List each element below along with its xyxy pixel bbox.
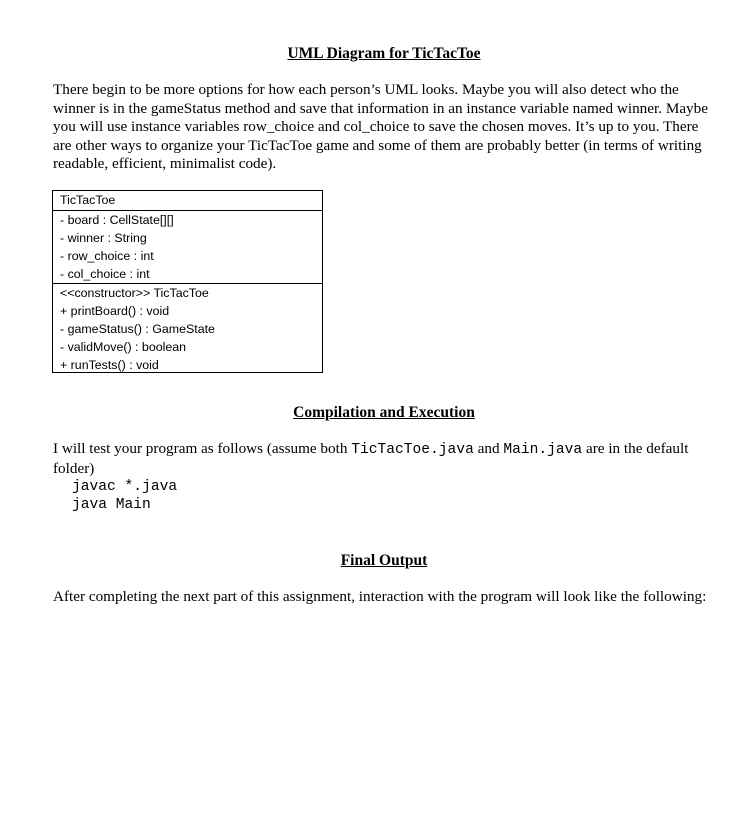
compile-filename: Main.java: [503, 442, 583, 458]
uml-methods: [53, 284, 322, 374]
compile-text: are in the default folder): [53, 440, 689, 477]
compile-paragraph: [53, 440, 713, 478]
compile-text: I will test your program as follows (assume both: [53, 440, 352, 457]
compile-filename: TicTacToe.java: [351, 442, 474, 458]
uml-class-name: TicTacToe: [53, 191, 322, 211]
uml-method: - gameStatus() : GameState: [60, 322, 215, 336]
uml-attribute: - row_choice : int: [60, 249, 154, 263]
uml-attribute: - board : CellState[][]: [60, 213, 174, 227]
uml-method: - validMove() : boolean: [60, 340, 187, 354]
final-output-paragraph: After completing the next part of this assignment, interaction with the program will look like the following:: [53, 588, 707, 605]
compile-heading: Compilation and Execution: [293, 404, 475, 421]
uml-heading: UML Diagram for TicTacToe: [287, 45, 481, 62]
uml-method: + printBoard() : void: [60, 304, 170, 318]
uml-attribute: - winner : String: [60, 231, 147, 245]
compile-text: and: [473, 440, 504, 457]
code-line: java Main: [72, 497, 151, 513]
uml-attribute: - col_choice : int: [60, 267, 150, 281]
uml-class-box: [52, 190, 323, 373]
uml-intro-paragraph: There begin to be more options for how each person’s UML looks. Maybe you will also detect who the winner is in the gameStatus method and save that information in an instance variable named winner. Maybe you will use instance variables row_choice and col_choice to save the chosen moves. It’s up to you. There are other ways to organize your TicTacToe game and some of them are probably better (in terms of writing readable, efficient, minimalist code).: [53, 81, 708, 173]
uml-method: <<constructor>> TicTacToe: [60, 286, 209, 300]
final-output-heading: Final Output: [340, 552, 428, 569]
uml-attributes: [53, 211, 322, 284]
code-line: javac *.java: [72, 479, 178, 495]
uml-method: + runTests() : void: [60, 358, 159, 372]
